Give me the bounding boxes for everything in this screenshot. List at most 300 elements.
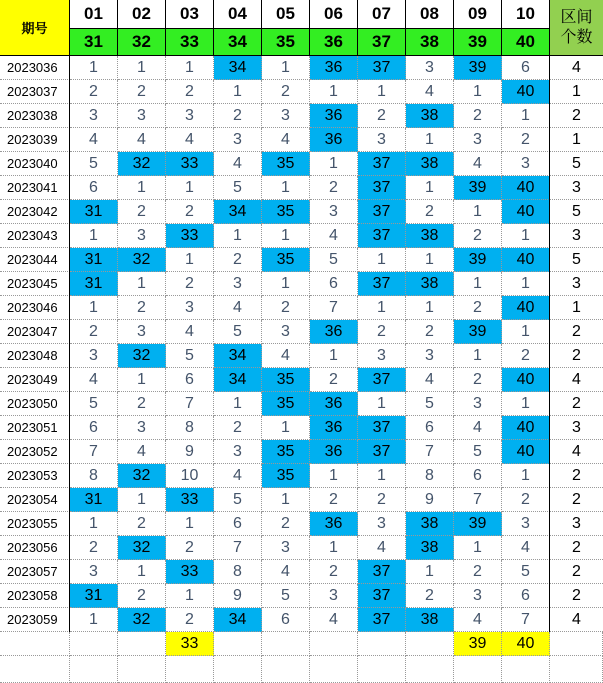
- miss-count-cell: 1: [406, 296, 454, 320]
- miss-count-cell: 3: [310, 584, 358, 608]
- header-count-label-line1: 区间: [560, 8, 593, 26]
- hit-cell: 34: [214, 368, 262, 392]
- hit-cell: 31: [70, 200, 118, 224]
- hit-cell: 36: [310, 104, 358, 128]
- miss-count-cell: 2: [70, 80, 118, 104]
- miss-count-cell: 1: [310, 536, 358, 560]
- hit-cell: 37: [358, 56, 406, 80]
- hit-cell: 37: [358, 584, 406, 608]
- footer-missing-number: 33: [166, 632, 214, 656]
- empty-sheet-cell: [454, 656, 502, 683]
- row-qi-number: 2023059: [0, 608, 70, 632]
- miss-count-cell: 6: [502, 56, 550, 80]
- miss-count-cell: 4: [166, 128, 214, 152]
- miss-count-cell: 2: [166, 200, 214, 224]
- hit-cell: 35: [262, 368, 310, 392]
- row-qi-number: 2023037: [0, 80, 70, 104]
- miss-count-cell: 4: [214, 464, 262, 488]
- row-qi-number: 2023053: [0, 464, 70, 488]
- miss-count-cell: 4: [118, 128, 166, 152]
- hit-cell: 37: [358, 368, 406, 392]
- header-drawn-number: 39: [454, 29, 502, 56]
- miss-count-cell: 2: [454, 560, 502, 584]
- miss-count-cell: 2: [262, 512, 310, 536]
- miss-count-cell: 5: [166, 344, 214, 368]
- miss-count-cell: 2: [406, 200, 454, 224]
- hit-cell: 32: [118, 608, 166, 632]
- miss-count-cell: 1: [358, 80, 406, 104]
- miss-count-cell: 2: [454, 104, 502, 128]
- miss-count-cell: 2: [166, 536, 214, 560]
- header-count-label: [550, 0, 603, 56]
- row-qi-number: 2023040: [0, 152, 70, 176]
- hit-cell: 36: [310, 320, 358, 344]
- miss-count-cell: 2: [118, 584, 166, 608]
- hit-cell: 35: [262, 152, 310, 176]
- row-qi-number: 2023036: [0, 56, 70, 80]
- hit-cell: 40: [502, 176, 550, 200]
- empty-sheet-cell: [214, 656, 262, 683]
- miss-count-cell: 1: [214, 392, 262, 416]
- hit-cell: 38: [406, 512, 454, 536]
- hit-cell: 40: [502, 296, 550, 320]
- miss-count-cell: 1: [358, 464, 406, 488]
- miss-count-cell: 4: [502, 536, 550, 560]
- empty-sheet-cell: [358, 656, 406, 683]
- miss-count-cell: 4: [70, 368, 118, 392]
- miss-count-cell: 2: [70, 536, 118, 560]
- row-qi-number: 2023058: [0, 584, 70, 608]
- miss-count-cell: 2: [310, 176, 358, 200]
- miss-count-cell: 3: [118, 416, 166, 440]
- hit-cell: 39: [454, 320, 502, 344]
- miss-count-cell: 3: [214, 440, 262, 464]
- empty-sheet-cell: [70, 656, 118, 683]
- row-interval-count: 1: [550, 128, 603, 152]
- miss-count-cell: 2: [358, 104, 406, 128]
- miss-count-cell: 7: [70, 440, 118, 464]
- header-column-number: 01: [70, 0, 118, 29]
- row-interval-count: 5: [550, 152, 603, 176]
- hit-cell: 38: [406, 272, 454, 296]
- miss-count-cell: 7: [166, 392, 214, 416]
- miss-count-cell: 5: [454, 440, 502, 464]
- miss-count-cell: 4: [310, 608, 358, 632]
- grid-divider: [69, 0, 70, 632]
- hit-cell: 33: [166, 560, 214, 584]
- miss-count-cell: 1: [214, 80, 262, 104]
- miss-count-cell: 4: [262, 560, 310, 584]
- row-qi-number: 2023044: [0, 248, 70, 272]
- miss-count-cell: 3: [118, 224, 166, 248]
- empty-sheet-cell: [406, 656, 454, 683]
- row-qi-number: 2023055: [0, 512, 70, 536]
- header-drawn-number: 33: [166, 29, 214, 56]
- miss-count-cell: 7: [310, 296, 358, 320]
- hit-cell: 39: [454, 248, 502, 272]
- hit-cell: 39: [454, 56, 502, 80]
- row-qi-number: 2023042: [0, 200, 70, 224]
- empty-sheet-cell: [262, 656, 310, 683]
- miss-count-cell: 2: [502, 344, 550, 368]
- header-drawn-number: 36: [310, 29, 358, 56]
- miss-count-cell: 1: [262, 416, 310, 440]
- miss-count-cell: 2: [262, 296, 310, 320]
- miss-count-cell: 1: [166, 512, 214, 536]
- miss-count-cell: 2: [358, 488, 406, 512]
- miss-count-cell: 1: [310, 344, 358, 368]
- miss-count-cell: 3: [358, 512, 406, 536]
- row-qi-number: 2023046: [0, 296, 70, 320]
- footer-blank-cell: [118, 632, 166, 656]
- row-interval-count: 4: [550, 608, 603, 632]
- hit-cell: 31: [70, 488, 118, 512]
- row-interval-count: 2: [550, 488, 603, 512]
- miss-count-cell: 1: [70, 608, 118, 632]
- header-column-number: 03: [166, 0, 214, 29]
- hit-cell: 33: [166, 488, 214, 512]
- miss-count-cell: 3: [454, 584, 502, 608]
- hit-cell: 34: [214, 608, 262, 632]
- miss-count-cell: 3: [262, 104, 310, 128]
- miss-count-cell: 5: [214, 488, 262, 512]
- miss-count-cell: 1: [118, 560, 166, 584]
- footer-blank-cell: [262, 632, 310, 656]
- hit-cell: 36: [310, 440, 358, 464]
- miss-count-cell: 1: [310, 464, 358, 488]
- row-qi-number: 2023045: [0, 272, 70, 296]
- footer-blank-cell: [310, 632, 358, 656]
- miss-count-cell: 5: [214, 320, 262, 344]
- miss-count-cell: 3: [310, 200, 358, 224]
- miss-count-cell: 2: [262, 80, 310, 104]
- hit-cell: 40: [502, 416, 550, 440]
- miss-count-cell: 3: [118, 104, 166, 128]
- miss-count-cell: 6: [502, 584, 550, 608]
- miss-count-cell: 3: [166, 296, 214, 320]
- row-interval-count: 2: [550, 320, 603, 344]
- miss-count-cell: 2: [118, 200, 166, 224]
- hit-cell: 33: [166, 224, 214, 248]
- miss-count-cell: 2: [118, 512, 166, 536]
- header-drawn-number: 40: [502, 29, 550, 56]
- hit-cell: 36: [310, 416, 358, 440]
- header-qi-label: 期号: [0, 0, 70, 56]
- miss-count-cell: 3: [358, 128, 406, 152]
- footer-blank-cell: [550, 632, 603, 656]
- miss-count-cell: 6: [454, 464, 502, 488]
- miss-count-cell: 4: [454, 152, 502, 176]
- miss-count-cell: 8: [70, 464, 118, 488]
- miss-count-cell: 6: [214, 512, 262, 536]
- hit-cell: 35: [262, 464, 310, 488]
- hit-cell: 37: [358, 224, 406, 248]
- row-interval-count: 4: [550, 368, 603, 392]
- miss-count-cell: 3: [454, 128, 502, 152]
- header-column-number: 07: [358, 0, 406, 29]
- miss-count-cell: 7: [454, 488, 502, 512]
- miss-count-cell: 8: [214, 560, 262, 584]
- header-column-number: 04: [214, 0, 262, 29]
- row-interval-count: 5: [550, 248, 603, 272]
- miss-count-cell: 1: [262, 488, 310, 512]
- miss-count-cell: 2: [214, 416, 262, 440]
- miss-count-cell: 2: [118, 80, 166, 104]
- miss-count-cell: 1: [166, 248, 214, 272]
- footer-blank-cell: [214, 632, 262, 656]
- miss-count-cell: 3: [70, 104, 118, 128]
- miss-count-cell: 3: [70, 344, 118, 368]
- empty-sheet-cell: [310, 656, 358, 683]
- miss-count-cell: 1: [502, 104, 550, 128]
- hit-cell: 31: [70, 248, 118, 272]
- row-qi-number: 2023051: [0, 416, 70, 440]
- miss-count-cell: 1: [406, 248, 454, 272]
- miss-count-cell: 2: [70, 320, 118, 344]
- row-interval-count: 3: [550, 272, 603, 296]
- miss-count-cell: 2: [406, 584, 454, 608]
- footer-missing-number: 39: [454, 632, 502, 656]
- miss-count-cell: 3: [214, 128, 262, 152]
- row-interval-count: 2: [550, 344, 603, 368]
- miss-count-cell: 1: [310, 152, 358, 176]
- miss-count-cell: 2: [502, 488, 550, 512]
- miss-count-cell: 1: [118, 56, 166, 80]
- hit-cell: 32: [118, 152, 166, 176]
- hit-cell: 37: [358, 272, 406, 296]
- hit-cell: 35: [262, 392, 310, 416]
- miss-count-cell: 1: [454, 536, 502, 560]
- row-interval-count: 1: [550, 296, 603, 320]
- miss-count-cell: 1: [118, 488, 166, 512]
- miss-count-cell: 3: [118, 320, 166, 344]
- row-qi-number: 2023056: [0, 536, 70, 560]
- miss-count-cell: 1: [70, 56, 118, 80]
- grid-divider: [549, 0, 550, 632]
- row-qi-number: 2023050: [0, 392, 70, 416]
- hit-cell: 36: [310, 392, 358, 416]
- header-divider: [0, 55, 603, 56]
- miss-count-cell: 1: [502, 320, 550, 344]
- row-interval-count: 3: [550, 224, 603, 248]
- miss-count-cell: 4: [118, 440, 166, 464]
- footer-blank-cell: [358, 632, 406, 656]
- miss-count-cell: 6: [406, 416, 454, 440]
- hit-cell: 40: [502, 80, 550, 104]
- miss-count-cell: 2: [166, 80, 214, 104]
- miss-count-cell: 1: [166, 56, 214, 80]
- miss-count-cell: 9: [166, 440, 214, 464]
- header-column-number: 02: [118, 0, 166, 29]
- hit-cell: 39: [454, 512, 502, 536]
- miss-count-cell: 2: [118, 392, 166, 416]
- miss-count-cell: 1: [454, 80, 502, 104]
- miss-count-cell: 3: [454, 392, 502, 416]
- row-qi-number: 2023048: [0, 344, 70, 368]
- miss-count-cell: 1: [502, 392, 550, 416]
- hit-cell: 32: [118, 248, 166, 272]
- miss-count-cell: 3: [166, 104, 214, 128]
- miss-count-cell: 1: [262, 272, 310, 296]
- miss-count-cell: 5: [262, 584, 310, 608]
- header-drawn-number: 31: [70, 29, 118, 56]
- empty-sheet-cell: [502, 656, 550, 683]
- miss-count-cell: 4: [406, 80, 454, 104]
- hit-cell: 35: [262, 440, 310, 464]
- row-interval-count: 2: [550, 584, 603, 608]
- header-column-number: 05: [262, 0, 310, 29]
- hit-cell: 33: [166, 152, 214, 176]
- miss-count-cell: 5: [70, 392, 118, 416]
- hit-cell: 38: [406, 152, 454, 176]
- hit-cell: 36: [310, 56, 358, 80]
- miss-count-cell: 1: [118, 176, 166, 200]
- row-interval-count: 2: [550, 536, 603, 560]
- miss-count-cell: 4: [214, 296, 262, 320]
- hit-cell: 40: [502, 440, 550, 464]
- miss-count-cell: 4: [454, 416, 502, 440]
- row-interval-count: 2: [550, 104, 603, 128]
- miss-count-cell: 9: [406, 488, 454, 512]
- hit-cell: 36: [310, 128, 358, 152]
- miss-count-cell: 3: [502, 152, 550, 176]
- miss-count-cell: 1: [406, 176, 454, 200]
- miss-count-cell: 8: [166, 416, 214, 440]
- header-column-number: 10: [502, 0, 550, 29]
- header-column-number: 06: [310, 0, 358, 29]
- miss-count-cell: 2: [118, 296, 166, 320]
- row-qi-number: 2023038: [0, 104, 70, 128]
- hit-cell: 39: [454, 176, 502, 200]
- row-qi-number: 2023054: [0, 488, 70, 512]
- hit-cell: 37: [358, 416, 406, 440]
- hit-cell: 38: [406, 608, 454, 632]
- miss-count-cell: 1: [70, 296, 118, 320]
- miss-count-cell: 1: [118, 368, 166, 392]
- miss-count-cell: 4: [310, 224, 358, 248]
- row-interval-count: 3: [550, 176, 603, 200]
- miss-count-cell: 6: [262, 608, 310, 632]
- miss-count-cell: 7: [502, 608, 550, 632]
- hit-cell: 31: [70, 584, 118, 608]
- miss-count-cell: 1: [118, 272, 166, 296]
- footer-blank-cell: [406, 632, 454, 656]
- row-interval-count: 2: [550, 560, 603, 584]
- row-interval-count: 1: [550, 80, 603, 104]
- footer-blank-cell: [70, 632, 118, 656]
- miss-count-cell: 1: [166, 584, 214, 608]
- miss-count-cell: 5: [214, 176, 262, 200]
- hit-cell: 35: [262, 248, 310, 272]
- row-qi-number: 2023052: [0, 440, 70, 464]
- miss-count-cell: 2: [502, 128, 550, 152]
- header-drawn-number: 34: [214, 29, 262, 56]
- miss-count-cell: 1: [70, 512, 118, 536]
- hit-cell: 38: [406, 104, 454, 128]
- header-count-label-line2: 个数: [560, 28, 593, 46]
- footer-blank-cell: [0, 632, 70, 656]
- miss-count-cell: 3: [262, 320, 310, 344]
- empty-sheet-cell: [0, 656, 70, 683]
- row-qi-number: 2023041: [0, 176, 70, 200]
- miss-count-cell: 3: [406, 56, 454, 80]
- miss-count-cell: 4: [262, 344, 310, 368]
- miss-count-cell: 2: [454, 368, 502, 392]
- miss-count-cell: 7: [214, 536, 262, 560]
- miss-count-cell: 2: [214, 104, 262, 128]
- hit-cell: 35: [262, 200, 310, 224]
- miss-count-cell: 2: [406, 320, 454, 344]
- miss-count-cell: 2: [214, 248, 262, 272]
- miss-count-cell: 7: [406, 440, 454, 464]
- miss-count-cell: 4: [454, 608, 502, 632]
- empty-sheet-cell: [118, 656, 166, 683]
- miss-count-cell: 1: [454, 272, 502, 296]
- miss-count-cell: 3: [70, 560, 118, 584]
- miss-count-cell: 9: [214, 584, 262, 608]
- miss-count-cell: 2: [454, 296, 502, 320]
- header-drawn-number: 32: [118, 29, 166, 56]
- empty-sheet-cell: [550, 656, 603, 683]
- miss-count-cell: 8: [406, 464, 454, 488]
- miss-count-cell: 6: [166, 368, 214, 392]
- hit-cell: 40: [502, 200, 550, 224]
- hit-cell: 34: [214, 56, 262, 80]
- miss-count-cell: 1: [70, 224, 118, 248]
- miss-count-cell: 1: [502, 224, 550, 248]
- row-interval-count: 3: [550, 512, 603, 536]
- hit-cell: 32: [118, 536, 166, 560]
- row-qi-number: 2023039: [0, 128, 70, 152]
- header-drawn-number: 37: [358, 29, 406, 56]
- miss-count-cell: 3: [262, 536, 310, 560]
- miss-count-cell: 2: [310, 488, 358, 512]
- miss-count-cell: 1: [166, 176, 214, 200]
- hit-cell: 37: [358, 176, 406, 200]
- hit-cell: 37: [358, 152, 406, 176]
- footer-missing-number: 40: [502, 632, 550, 656]
- miss-count-cell: 2: [310, 368, 358, 392]
- hit-cell: 32: [118, 464, 166, 488]
- miss-count-cell: 1: [454, 344, 502, 368]
- row-interval-count: 2: [550, 464, 603, 488]
- header-drawn-number: 35: [262, 29, 310, 56]
- hit-cell: 37: [358, 440, 406, 464]
- header-column-number: 09: [454, 0, 502, 29]
- hit-cell: 37: [358, 200, 406, 224]
- miss-count-cell: 6: [70, 176, 118, 200]
- row-qi-number: 2023047: [0, 320, 70, 344]
- miss-count-cell: 1: [358, 296, 406, 320]
- hit-cell: 40: [502, 248, 550, 272]
- row-interval-count: 2: [550, 392, 603, 416]
- miss-count-cell: 1: [358, 248, 406, 272]
- miss-count-cell: 3: [214, 272, 262, 296]
- hit-cell: 32: [118, 344, 166, 368]
- hit-cell: 38: [406, 536, 454, 560]
- row-interval-count: 5: [550, 200, 603, 224]
- miss-count-cell: 1: [310, 80, 358, 104]
- row-interval-count: 4: [550, 56, 603, 80]
- row-qi-number: 2023049: [0, 368, 70, 392]
- miss-count-cell: 1: [214, 224, 262, 248]
- miss-count-cell: 4: [262, 128, 310, 152]
- miss-count-cell: 3: [358, 344, 406, 368]
- row-qi-number: 2023057: [0, 560, 70, 584]
- hit-cell: 40: [502, 368, 550, 392]
- miss-count-cell: 1: [358, 392, 406, 416]
- miss-count-cell: 1: [262, 224, 310, 248]
